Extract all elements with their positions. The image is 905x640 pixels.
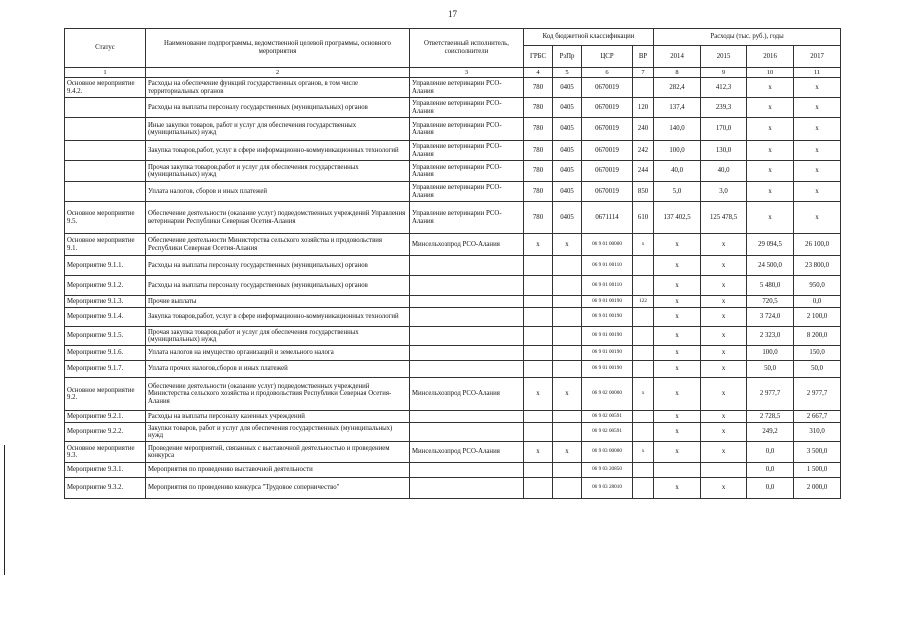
row-grbs: x bbox=[524, 442, 553, 463]
header-expenses: Расходы (тыс. руб.), годы bbox=[654, 29, 841, 46]
row-grbs bbox=[524, 423, 553, 442]
row-executor: Управление ветеринарии РСО-Алания bbox=[410, 118, 524, 141]
row-csr: 06 9 01 00190 bbox=[582, 346, 633, 361]
row-year-2015: x bbox=[701, 256, 747, 276]
row-rzpr: x bbox=[553, 442, 582, 463]
row-status: Мероприятие 9.1.2. bbox=[65, 276, 146, 296]
row-grbs: 780 bbox=[524, 141, 553, 161]
row-status: Мероприятие 9.1.3. bbox=[65, 296, 146, 308]
row-year-2015: 40,0 bbox=[701, 161, 747, 182]
row-grbs bbox=[524, 308, 553, 327]
row-csr: 06 9 01 00110 bbox=[582, 276, 633, 296]
row-year-2014: x bbox=[654, 276, 701, 296]
row-csr: 06 9 02 00591 bbox=[582, 411, 633, 423]
row-name: Иные закупки товаров, работ и услуг для обеспечения государственных (муниципальных) нужд bbox=[146, 118, 410, 141]
row-year-2016: 29 094,5 bbox=[747, 234, 794, 256]
row-status: Основное мероприятие 9.5. bbox=[65, 202, 146, 234]
row-name: Проведение мероприятий, связанных с выставочной деятельностью и проведением конкурса bbox=[146, 442, 410, 463]
row-rzpr bbox=[553, 256, 582, 276]
row-year-2017: 26 100,0 bbox=[794, 234, 841, 256]
row-status: Основное мероприятие 9.4.2. bbox=[65, 78, 146, 98]
row-vr: 242 bbox=[633, 141, 654, 161]
row-executor bbox=[410, 327, 524, 346]
row-grbs: x bbox=[524, 378, 553, 411]
table-row bbox=[65, 256, 841, 276]
row-status bbox=[65, 182, 146, 202]
row-status: Мероприятие 9.2.1. bbox=[65, 411, 146, 423]
row-status bbox=[65, 161, 146, 182]
row-year-2014: 140,0 bbox=[654, 118, 701, 141]
row-executor bbox=[410, 411, 524, 423]
row-year-2017: 0,0 bbox=[794, 296, 841, 308]
header-budget-code: Код бюджетной классификации bbox=[524, 29, 654, 46]
row-name: Закупки товаров, работ и услуг для обеспечения государственных (муниципальных) нужд bbox=[146, 423, 410, 442]
header-csr: ЦСР bbox=[582, 46, 633, 68]
table-row bbox=[65, 411, 841, 423]
row-executor bbox=[410, 361, 524, 378]
row-year-2017: 50,0 bbox=[794, 361, 841, 378]
row-name: Закупка товаров,работ, услуг в сфере информационно-коммуникационных технологий bbox=[146, 308, 410, 327]
column-number: 8 bbox=[654, 68, 701, 78]
table-row bbox=[65, 296, 841, 308]
header-status: Статус bbox=[65, 29, 146, 68]
column-number: 5 bbox=[553, 68, 582, 78]
row-year-2016: 2 728,5 bbox=[747, 411, 794, 423]
row-executor bbox=[410, 346, 524, 361]
row-year-2016: x bbox=[747, 182, 794, 202]
row-name: Закупка товаров,работ, услуг в сфере информационно-коммуникационных технологий bbox=[146, 141, 410, 161]
row-executor bbox=[410, 256, 524, 276]
row-name: Прочая закупка товаров,работ и услуг для обеспечения государственных (муниципальных) нужд bbox=[146, 327, 410, 346]
row-year-2016: 720,5 bbox=[747, 296, 794, 308]
column-number-row bbox=[65, 68, 841, 78]
row-year-2016: 3 724,0 bbox=[747, 308, 794, 327]
column-number: 7 bbox=[633, 68, 654, 78]
row-year-2017: 1 500,0 bbox=[794, 463, 841, 478]
table-row bbox=[65, 308, 841, 327]
row-status bbox=[65, 98, 146, 118]
row-status: Основное мероприятие 9.2. bbox=[65, 378, 146, 411]
table-row bbox=[65, 423, 841, 442]
row-rzpr bbox=[553, 346, 582, 361]
row-executor bbox=[410, 478, 524, 499]
row-year-2017: 2 000,0 bbox=[794, 478, 841, 499]
table-row bbox=[65, 202, 841, 234]
row-year-2014: x bbox=[654, 308, 701, 327]
row-name: Расходы на выплаты персоналу казенных учреждений bbox=[146, 411, 410, 423]
row-executor: Минсельхозпрод РСО-Алания bbox=[410, 378, 524, 411]
budget-table bbox=[64, 28, 841, 499]
row-executor: Управление ветеринарии РСО-Алания bbox=[410, 78, 524, 98]
row-grbs bbox=[524, 327, 553, 346]
row-vr: 240 bbox=[633, 118, 654, 141]
row-year-2017: x bbox=[794, 182, 841, 202]
row-year-2017: x bbox=[794, 78, 841, 98]
row-year-2014: x bbox=[654, 296, 701, 308]
row-year-2015: x bbox=[701, 378, 747, 411]
row-year-2015: 130,0 bbox=[701, 141, 747, 161]
row-year-2016: x bbox=[747, 78, 794, 98]
margin-line bbox=[4, 445, 5, 575]
row-grbs: 780 bbox=[524, 182, 553, 202]
row-grbs bbox=[524, 346, 553, 361]
row-status bbox=[65, 141, 146, 161]
header-year-2017: 2017 bbox=[794, 46, 841, 68]
header-vr: ВР bbox=[633, 46, 654, 68]
table-row bbox=[65, 361, 841, 378]
row-year-2014: x bbox=[654, 478, 701, 499]
row-rzpr bbox=[553, 276, 582, 296]
row-rzpr: 0405 bbox=[553, 182, 582, 202]
column-number: 9 bbox=[701, 68, 747, 78]
row-rzpr: 0405 bbox=[553, 161, 582, 182]
row-year-2017: 8 200,0 bbox=[794, 327, 841, 346]
row-vr bbox=[633, 346, 654, 361]
row-rzpr bbox=[553, 308, 582, 327]
row-grbs: x bbox=[524, 234, 553, 256]
row-executor: Минсельхозпрод РСО-Алания bbox=[410, 234, 524, 256]
row-status bbox=[65, 118, 146, 141]
row-year-2015: x bbox=[701, 361, 747, 378]
row-status: Мероприятие 9.1.7. bbox=[65, 361, 146, 378]
header-year-2015: 2015 bbox=[701, 46, 747, 68]
row-grbs bbox=[524, 361, 553, 378]
row-executor: Управление ветеринарии РСО-Алания bbox=[410, 202, 524, 234]
row-grbs bbox=[524, 478, 553, 499]
row-rzpr: 0405 bbox=[553, 78, 582, 98]
row-vr bbox=[633, 361, 654, 378]
row-name: Расходы на выплаты персоналу государственных (муниципальных) органов bbox=[146, 98, 410, 118]
row-grbs: 780 bbox=[524, 202, 553, 234]
row-year-2015: x bbox=[701, 296, 747, 308]
row-grbs: 780 bbox=[524, 118, 553, 141]
row-status: Мероприятие 9.3.1. bbox=[65, 463, 146, 478]
table-row bbox=[65, 463, 841, 478]
row-grbs bbox=[524, 296, 553, 308]
row-year-2015: x bbox=[701, 478, 747, 499]
row-status: Мероприятие 9.2.2. bbox=[65, 423, 146, 442]
row-year-2017: 150,0 bbox=[794, 346, 841, 361]
row-rzpr: 0405 bbox=[553, 118, 582, 141]
row-rzpr: 0405 bbox=[553, 141, 582, 161]
row-csr: 06 9 01 00190 bbox=[582, 296, 633, 308]
table-row bbox=[65, 234, 841, 256]
table-row bbox=[65, 442, 841, 463]
row-rzpr: x bbox=[553, 234, 582, 256]
row-year-2015: x bbox=[701, 327, 747, 346]
row-csr: 0670019 bbox=[582, 98, 633, 118]
table-row bbox=[65, 346, 841, 361]
column-number: 4 bbox=[524, 68, 553, 78]
row-executor bbox=[410, 463, 524, 478]
row-year-2015: 3,0 bbox=[701, 182, 747, 202]
table-row bbox=[65, 327, 841, 346]
row-year-2017: x bbox=[794, 98, 841, 118]
row-year-2015 bbox=[701, 463, 747, 478]
row-year-2014: x bbox=[654, 378, 701, 411]
row-year-2017: 3 500,0 bbox=[794, 442, 841, 463]
row-vr: 120 bbox=[633, 98, 654, 118]
row-year-2014: x bbox=[654, 361, 701, 378]
row-year-2015: 125 478,5 bbox=[701, 202, 747, 234]
row-csr: 06 9 01 00190 bbox=[582, 308, 633, 327]
row-year-2016: x bbox=[747, 202, 794, 234]
row-csr: 0670019 bbox=[582, 182, 633, 202]
row-rzpr bbox=[553, 411, 582, 423]
column-number: 2 bbox=[146, 68, 410, 78]
row-year-2016: 2 977,7 bbox=[747, 378, 794, 411]
row-vr bbox=[633, 478, 654, 499]
row-csr: 0670019 bbox=[582, 161, 633, 182]
row-year-2016: x bbox=[747, 118, 794, 141]
row-csr: 06 9 02 00591 bbox=[582, 423, 633, 442]
row-vr bbox=[633, 276, 654, 296]
row-year-2015: 412,3 bbox=[701, 78, 747, 98]
row-year-2014: x bbox=[654, 423, 701, 442]
row-rzpr: 0405 bbox=[553, 98, 582, 118]
header-name: Наименование подпрограммы, ведомственной целевой программы, основного мероприятия bbox=[146, 29, 410, 68]
row-year-2016: 5 480,0 bbox=[747, 276, 794, 296]
row-name: Обеспечение деятельности Министерства сельского хозяйства и продовольствия Республики Северная Осетия-Алания bbox=[146, 234, 410, 256]
row-grbs bbox=[524, 463, 553, 478]
row-year-2016: 2 323,0 bbox=[747, 327, 794, 346]
column-number: 1 bbox=[65, 68, 146, 78]
row-csr: 0670019 bbox=[582, 141, 633, 161]
row-year-2014: x bbox=[654, 411, 701, 423]
row-rzpr bbox=[553, 296, 582, 308]
row-vr bbox=[633, 308, 654, 327]
column-number: 11 bbox=[794, 68, 841, 78]
row-year-2014: 137,4 bbox=[654, 98, 701, 118]
row-csr: 06 9 01 00190 bbox=[582, 327, 633, 346]
row-csr: 0670019 bbox=[582, 118, 633, 141]
row-status: Мероприятие 9.1.6. bbox=[65, 346, 146, 361]
row-executor bbox=[410, 296, 524, 308]
row-grbs bbox=[524, 411, 553, 423]
row-rzpr: 0405 bbox=[553, 202, 582, 234]
row-grbs bbox=[524, 256, 553, 276]
header-year-2014: 2014 bbox=[654, 46, 701, 68]
row-vr bbox=[633, 463, 654, 478]
table-row bbox=[65, 98, 841, 118]
row-rzpr bbox=[553, 423, 582, 442]
row-year-2015: x bbox=[701, 442, 747, 463]
row-vr: 122 bbox=[633, 296, 654, 308]
row-csr: 06 9 01 00000 bbox=[582, 234, 633, 256]
row-executor: Управление ветеринарии РСО-Алания bbox=[410, 98, 524, 118]
row-vr bbox=[633, 411, 654, 423]
row-year-2017: x bbox=[794, 202, 841, 234]
row-year-2014: x bbox=[654, 442, 701, 463]
row-name: Обеспечение деятельности (оказание услуг) подведомственных учреждений Управления ветеринарии Республики Северная Осетия-Алания bbox=[146, 202, 410, 234]
row-name: Расходы на обеспечение функций государственных органов, в том числе территориальных органов bbox=[146, 78, 410, 98]
header-executor: Ответственный исполнитель, соисполнители bbox=[410, 29, 524, 68]
row-year-2016: 0,0 bbox=[747, 463, 794, 478]
row-executor: Минсельхозпрод РСО-Алания bbox=[410, 442, 524, 463]
page-number: 17 bbox=[448, 9, 457, 19]
row-vr bbox=[633, 423, 654, 442]
row-year-2016: 50,0 bbox=[747, 361, 794, 378]
row-year-2017: 950,0 bbox=[794, 276, 841, 296]
row-year-2015: x bbox=[701, 411, 747, 423]
row-year-2016: 0,0 bbox=[747, 442, 794, 463]
row-year-2015: 170,0 bbox=[701, 118, 747, 141]
row-name: Уплата прочих налогов,сборов и иных платежей bbox=[146, 361, 410, 378]
row-year-2015: x bbox=[701, 276, 747, 296]
row-rzpr bbox=[553, 478, 582, 499]
header-grbs: ГРБС bbox=[524, 46, 553, 68]
row-vr bbox=[633, 78, 654, 98]
row-name: Обеспечение деятельности (оказание услуг) подведомственных учреждений Министерства сельского хозяйства и продовольствия Республики Северная Осетия-Алания bbox=[146, 378, 410, 411]
row-status: Мероприятие 9.1.5. bbox=[65, 327, 146, 346]
row-executor: Управление ветеринарии РСО-Алания bbox=[410, 141, 524, 161]
row-year-2014: x bbox=[654, 256, 701, 276]
row-vr: x bbox=[633, 378, 654, 411]
row-year-2014: 40,0 bbox=[654, 161, 701, 182]
row-csr: 06 9 01 00110 bbox=[582, 256, 633, 276]
column-number: 6 bbox=[582, 68, 633, 78]
row-year-2014: x bbox=[654, 346, 701, 361]
row-name: Прочие выплаты bbox=[146, 296, 410, 308]
row-vr bbox=[633, 256, 654, 276]
row-year-2015: x bbox=[701, 346, 747, 361]
table-row bbox=[65, 378, 841, 411]
row-year-2017: 2 100,0 bbox=[794, 308, 841, 327]
row-executor bbox=[410, 308, 524, 327]
header-rzpr: РзПр bbox=[553, 46, 582, 68]
row-year-2014 bbox=[654, 463, 701, 478]
row-csr: 06 9 01 00190 bbox=[582, 361, 633, 378]
row-year-2014: 100,0 bbox=[654, 141, 701, 161]
row-year-2017: x bbox=[794, 161, 841, 182]
table-row bbox=[65, 478, 841, 499]
row-year-2016: 24 500,0 bbox=[747, 256, 794, 276]
row-year-2017: 23 800,0 bbox=[794, 256, 841, 276]
row-vr: 610 bbox=[633, 202, 654, 234]
row-year-2016: x bbox=[747, 98, 794, 118]
row-name: Мероприятия по проведению конкурса "Трудовое соперничество" bbox=[146, 478, 410, 499]
row-status: Мероприятие 9.3.2. bbox=[65, 478, 146, 499]
table-row bbox=[65, 78, 841, 98]
row-year-2014: 137 402,5 bbox=[654, 202, 701, 234]
row-status: Мероприятие 9.1.4. bbox=[65, 308, 146, 327]
row-year-2014: x bbox=[654, 234, 701, 256]
row-year-2015: x bbox=[701, 234, 747, 256]
row-year-2014: 282,4 bbox=[654, 78, 701, 98]
row-name: Расходы на выплаты персоналу государственных (муниципальных) органов bbox=[146, 276, 410, 296]
row-year-2017: 310,0 bbox=[794, 423, 841, 442]
table-row bbox=[65, 118, 841, 141]
row-year-2016: x bbox=[747, 141, 794, 161]
row-name: Уплата налогов, сборов и иных платежей bbox=[146, 182, 410, 202]
column-number: 10 bbox=[747, 68, 794, 78]
row-executor bbox=[410, 423, 524, 442]
row-status: Мероприятие 9.1.1. bbox=[65, 256, 146, 276]
row-status: Основное мероприятие 9.3. bbox=[65, 442, 146, 463]
row-vr: x bbox=[633, 442, 654, 463]
row-status: Основное мероприятие 9.1. bbox=[65, 234, 146, 256]
row-executor: Управление ветеринарии РСО-Алания bbox=[410, 161, 524, 182]
row-rzpr bbox=[553, 361, 582, 378]
row-rzpr bbox=[553, 327, 582, 346]
row-grbs: 780 bbox=[524, 98, 553, 118]
table-row bbox=[65, 276, 841, 296]
row-rzpr bbox=[553, 463, 582, 478]
row-rzpr: x bbox=[553, 378, 582, 411]
row-year-2016: 100,0 bbox=[747, 346, 794, 361]
row-csr: 06 9 03 28010 bbox=[582, 478, 633, 499]
table-row bbox=[65, 182, 841, 202]
row-csr: 06 9 02 00000 bbox=[582, 378, 633, 411]
row-csr: 06 9 03 20850 bbox=[582, 463, 633, 478]
row-vr: x bbox=[633, 234, 654, 256]
row-grbs: 780 bbox=[524, 161, 553, 182]
row-executor: Управление ветеринарии РСО-Алания bbox=[410, 182, 524, 202]
row-grbs bbox=[524, 276, 553, 296]
table-row bbox=[65, 141, 841, 161]
row-name: Мероприятия по проведению выставочной деятельности bbox=[146, 463, 410, 478]
row-name: Прочая закупка товаров,работ и услуг для обеспечения государственных (муниципальных) нужд bbox=[146, 161, 410, 182]
row-year-2017: x bbox=[794, 118, 841, 141]
row-csr: 0670019 bbox=[582, 78, 633, 98]
column-number: 3 bbox=[410, 68, 524, 78]
row-year-2017: 2 977,7 bbox=[794, 378, 841, 411]
row-name: Уплата налогов на имущество организаций и земельного налога bbox=[146, 346, 410, 361]
row-year-2017: 2 667,7 bbox=[794, 411, 841, 423]
row-year-2017: x bbox=[794, 141, 841, 161]
row-csr: 06 9 03 00000 bbox=[582, 442, 633, 463]
row-year-2015: x bbox=[701, 308, 747, 327]
header-year-2016: 2016 bbox=[747, 46, 794, 68]
row-csr: 0671114 bbox=[582, 202, 633, 234]
row-vr: 850 bbox=[633, 182, 654, 202]
row-name: Расходы на выплаты персоналу государственных (муниципальных) органов bbox=[146, 256, 410, 276]
row-year-2016: x bbox=[747, 161, 794, 182]
row-grbs: 780 bbox=[524, 78, 553, 98]
row-year-2014: x bbox=[654, 327, 701, 346]
row-year-2015: x bbox=[701, 423, 747, 442]
row-year-2016: 249,2 bbox=[747, 423, 794, 442]
row-year-2015: 239,3 bbox=[701, 98, 747, 118]
row-year-2016: 0,0 bbox=[747, 478, 794, 499]
table-row bbox=[65, 161, 841, 182]
row-year-2014: 5,0 bbox=[654, 182, 701, 202]
row-executor bbox=[410, 276, 524, 296]
row-vr bbox=[633, 327, 654, 346]
row-vr: 244 bbox=[633, 161, 654, 182]
